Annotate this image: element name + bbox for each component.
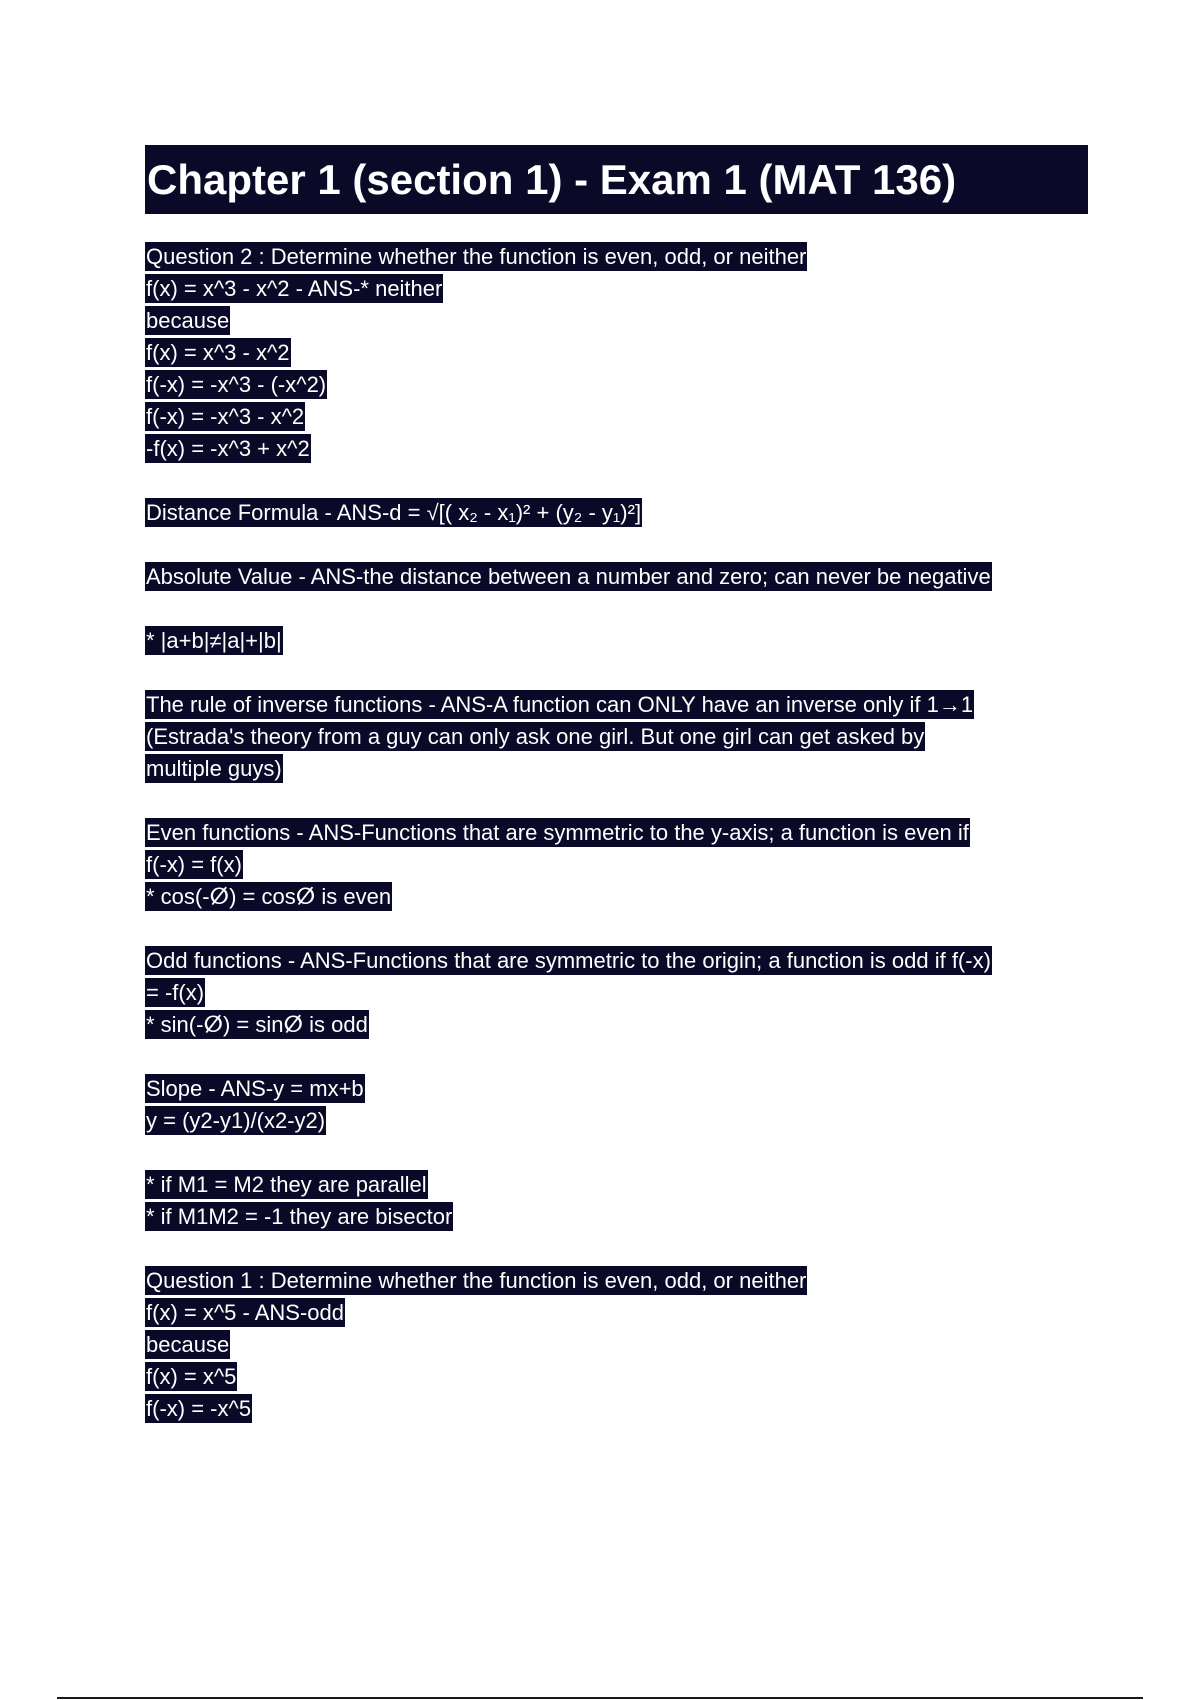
text-line: because <box>146 1332 230 1357</box>
absolute-value-block <box>145 561 1090 593</box>
text-line: multiple guys) <box>146 756 282 781</box>
question-1-block <box>145 1265 1090 1425</box>
text-line: (Estrada's theory from a guy can only ask one girl. But one girl can get asked by <box>146 724 925 749</box>
parallel-bisector-block <box>145 1169 1090 1233</box>
page-title-bar <box>145 145 1088 214</box>
text-line: Question 1 : Determine whether the function is even, odd, or neither <box>146 1268 807 1293</box>
text-line: Absolute Value - ANS-the distance between a number and zero; can never be negative <box>146 564 991 589</box>
page-title: Chapter 1 (section 1) - Exam 1 (MAT 136) <box>147 155 957 203</box>
text-line: f(x) = x^3 - x^2 - ANS-* neither <box>146 276 443 301</box>
question-2-block <box>145 241 1090 465</box>
text-line: f(x) = x^5 - ANS-odd <box>146 1300 344 1325</box>
text-line: f(-x) = -x^3 - x^2 <box>146 404 305 429</box>
text-line: Odd functions - ANS-Functions that are symmetric to the origin; a function is odd if f(-x) <box>146 948 991 973</box>
text-line: f(x) = x^5 <box>146 1364 237 1389</box>
text-line: * if M1M2 = -1 they are bisector <box>146 1204 453 1229</box>
text-line: The rule of inverse functions - ANS-A function can ONLY have an inverse only if 1→1 <box>146 692 974 717</box>
text-line: * if M1 = M2 they are parallel <box>146 1172 427 1197</box>
text-line: f(-x) = -x^3 - (-x^2) <box>146 372 327 397</box>
text-line: because <box>146 308 230 333</box>
text-line: Distance Formula - ANS-d = √[( x₂ - x₁)² + (y₂ - y₁)²] <box>146 500 642 525</box>
slope-block <box>145 1073 1090 1137</box>
text-line: Question 2 : Determine whether the function is even, odd, or neither <box>146 244 807 269</box>
text-line: * cos(-ⵁ) = cosⵁ is even <box>146 884 392 909</box>
absolute-value-note-block <box>145 625 1090 657</box>
text-line: f(x) = x^3 - x^2 <box>146 340 290 365</box>
text-line: f(-x) = -x^5 <box>146 1396 252 1421</box>
text-line: = -f(x) <box>146 980 205 1005</box>
text-line: * sin(-ⵁ) = sinⵁ is odd <box>146 1012 368 1037</box>
odd-functions-block <box>145 945 1090 1041</box>
text-line: * |a+b|≠|a|+|b| <box>146 628 282 653</box>
text-line: f(-x) = f(x) <box>146 852 242 877</box>
text-line: y = (y2-y1)/(x2-y2) <box>146 1108 326 1133</box>
distance-formula-block <box>145 497 1090 529</box>
text-line: Slope - ANS-y = mx+b <box>146 1076 364 1101</box>
text-line: -f(x) = -x^3 + x^2 <box>146 436 310 461</box>
even-functions-block <box>145 817 1090 913</box>
text-line: Even functions - ANS-Functions that are symmetric to the y-axis; a function is even if <box>146 820 969 845</box>
page-bottom-divider <box>57 1697 1143 1699</box>
document-body <box>145 241 1090 1457</box>
inverse-functions-block <box>145 689 1090 785</box>
